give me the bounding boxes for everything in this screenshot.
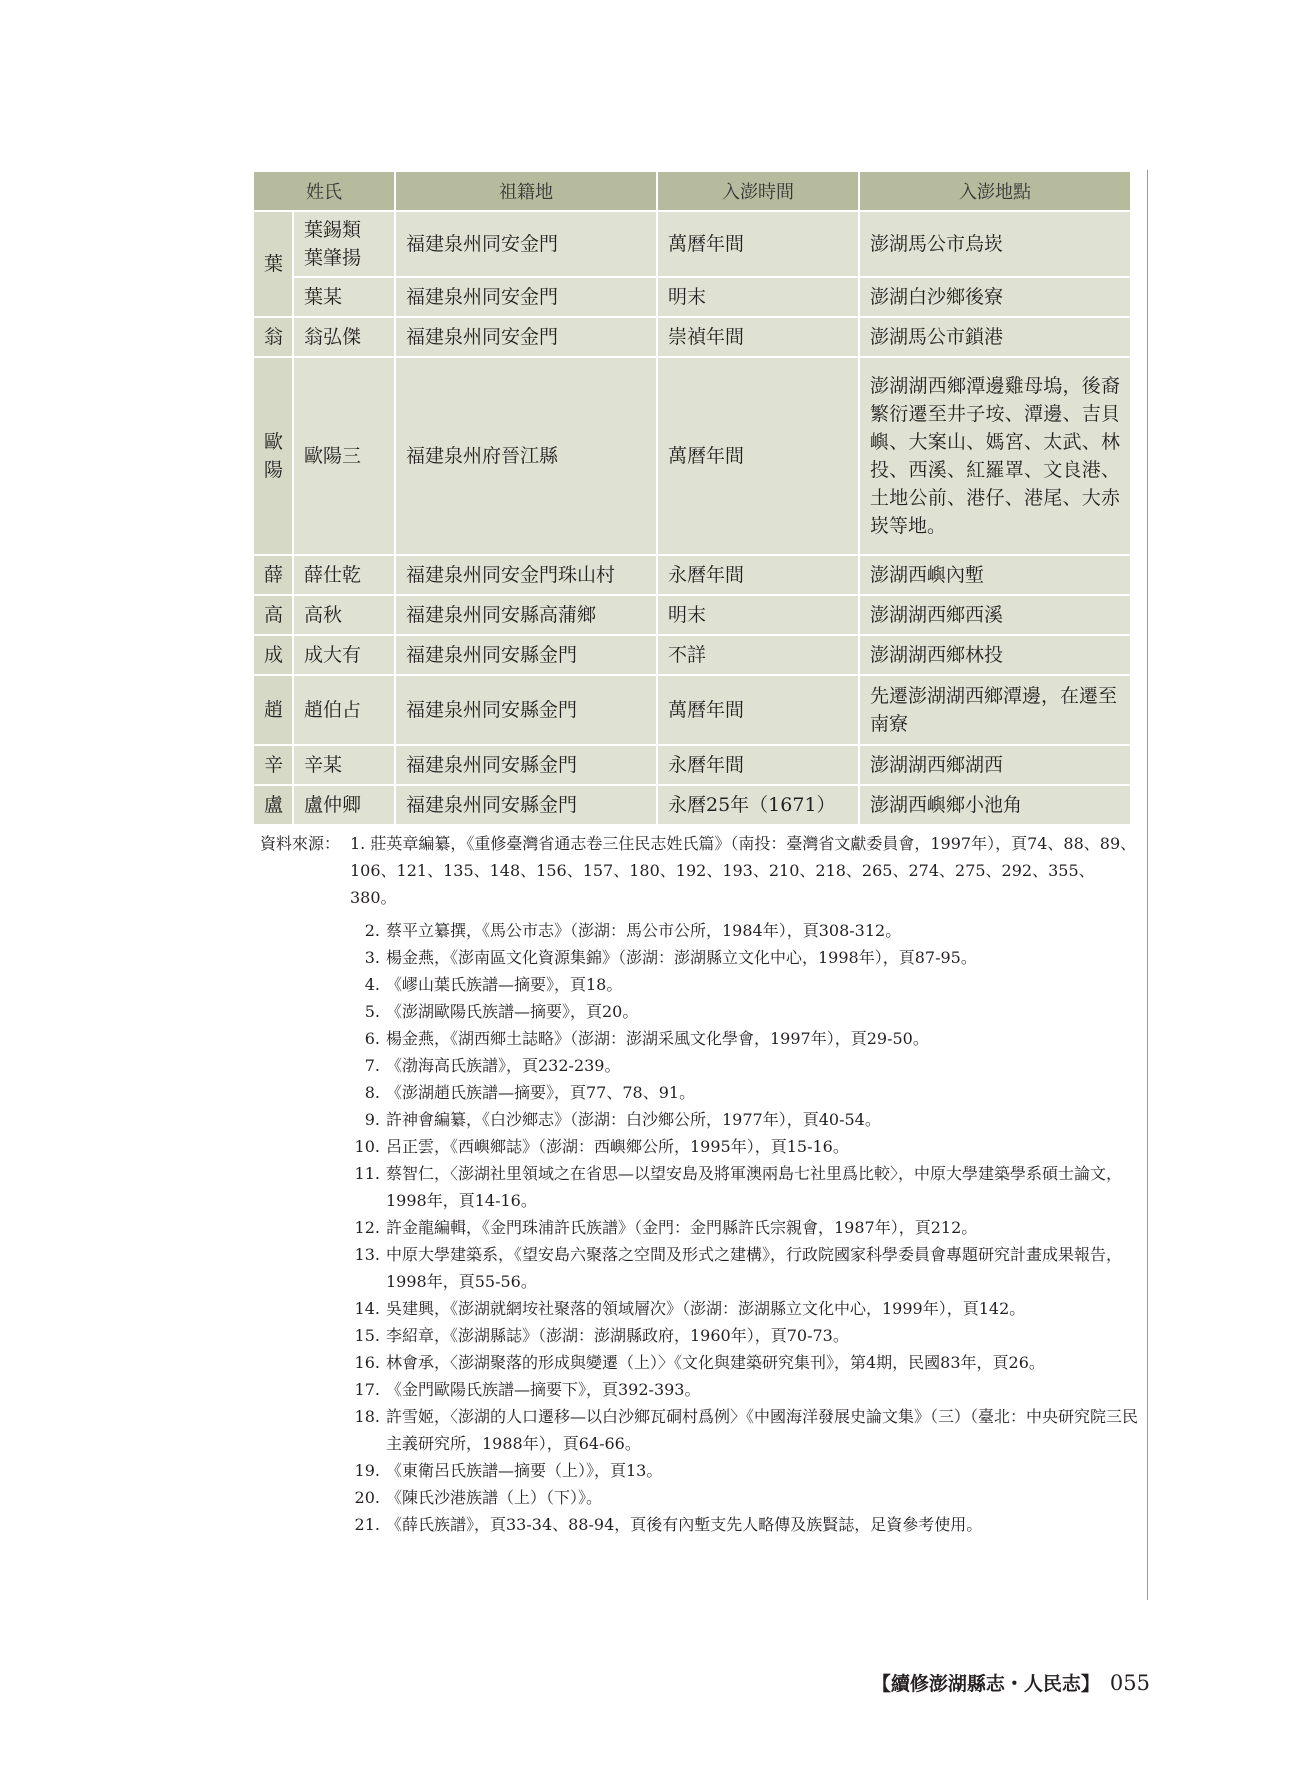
source-item xyxy=(350,1106,1140,1133)
source-text: 吳建興，《澎湖就網垵社聚落的領域層次》（澎湖：澎湖縣立文化中心，1999年），頁142。 xyxy=(386,1299,1026,1318)
source-item xyxy=(350,1079,1140,1106)
source-number: 15. xyxy=(354,1326,380,1345)
source-text: 中原大學建築系，《望安島六聚落之空間及形式之建構》，行政院國家科學委員會專題研究計畫成果報告，1998年，頁55-56。 xyxy=(386,1245,1123,1291)
person-cell: 趙伯占 xyxy=(293,675,395,745)
source-item xyxy=(350,1349,1140,1376)
origin-cell: 福建泉州同安金門珠山村 xyxy=(395,555,657,595)
page-number: 055 xyxy=(1109,1671,1150,1695)
surname-cell: 趙 xyxy=(253,675,293,745)
source-item xyxy=(350,917,1140,944)
origin-cell: 福建泉州同安縣金門 xyxy=(395,785,657,825)
source-text: 《嵺山葉氏族譜—摘要》，頁18。 xyxy=(386,975,623,994)
place-cell: 澎湖湖西鄉潭邊雞母塢，後裔繁衍遷至井子垵、潭邊、吉貝嶼、大案山、媽宮、太武、林投、西溪、紅羅罩、文良港、土地公前、港仔、港尾、大赤崁等地。 xyxy=(859,357,1131,555)
source-item xyxy=(350,1376,1140,1403)
source-number: 21. xyxy=(354,1515,380,1534)
time-cell: 明末 xyxy=(657,595,859,635)
origin-cell: 福建泉州同安縣金門 xyxy=(395,635,657,675)
source-text: 《薛氏族譜》，頁33-34、88-94，頁後有內塹支先人略傳及族賢誌，足資參考使用。 xyxy=(386,1515,983,1534)
source-item xyxy=(350,1133,1140,1160)
person-cell: 薛仕乾 xyxy=(293,555,395,595)
surname-char-2: 陽 xyxy=(264,459,284,481)
margin-rule xyxy=(1147,170,1148,1600)
sources-label: 資料來源： xyxy=(260,834,341,853)
origin-cell: 福建泉州同安金門 xyxy=(395,317,657,357)
table-header-row xyxy=(253,171,1131,211)
table-row xyxy=(253,357,1131,555)
origin-cell: 福建泉州同安縣金門 xyxy=(395,675,657,745)
sources-lead xyxy=(260,830,1140,911)
source-number: 13. xyxy=(354,1245,380,1264)
surname-cell: 薛 xyxy=(253,555,293,595)
source-text: 楊金燕，《澎南區文化資源集錦》（澎湖：澎湖縣立文化中心，1998年），頁87-95。 xyxy=(386,948,977,967)
source-text: 林會承，〈澎湖聚落的形成與變遷（上）〉《文化與建築研究集刊》，第4期，民國83年，頁26。 xyxy=(386,1353,1045,1372)
source-text: 許金龍編輯，《金門珠浦許氏族譜》（金門：金門縣許氏宗親會，1987年），頁212。 xyxy=(386,1218,978,1237)
time-cell: 萬曆年間 xyxy=(657,357,859,555)
sources-section xyxy=(260,830,1140,1538)
origin-cell: 福建泉州同安縣金門 xyxy=(395,745,657,785)
source-number: 8. xyxy=(364,1083,380,1102)
surname-cell: 盧 xyxy=(253,785,293,825)
surname-cell xyxy=(253,357,293,555)
source-number: 11. xyxy=(354,1164,380,1183)
source-item xyxy=(350,1052,1140,1079)
person-cell: 盧仲卿 xyxy=(293,785,395,825)
source-number: 12. xyxy=(354,1218,380,1237)
table-row xyxy=(253,745,1131,785)
source-text: 《渤海高氏族譜》，頁232-239。 xyxy=(386,1056,621,1075)
place-cell: 澎湖湖西鄉西溪 xyxy=(859,595,1131,635)
surname-char-1: 歐 xyxy=(264,431,284,453)
time-cell: 萬曆年間 xyxy=(657,675,859,745)
place-cell: 澎湖湖西鄉林投 xyxy=(859,635,1131,675)
source-number: 16. xyxy=(354,1353,380,1372)
source-item xyxy=(350,1403,1140,1457)
source-text: 《東衛呂氏族譜—摘要（上）》，頁13。 xyxy=(386,1461,663,1480)
time-cell: 永曆25年（1671） xyxy=(657,785,859,825)
person-cell: 辛某 xyxy=(293,745,395,785)
surname-cell: 葉 xyxy=(253,211,293,317)
header-origin: 祖籍地 xyxy=(395,171,657,211)
book-title: 【續修澎湖縣志・人民志】 xyxy=(871,1673,1100,1695)
source-text: 呂正雲，《西嶼鄉誌》（澎湖：西嶼鄉公所，1995年），頁15-16。 xyxy=(386,1137,849,1156)
source-number: 9. xyxy=(364,1110,380,1129)
place-cell: 澎湖西嶼鄉小池角 xyxy=(859,785,1131,825)
source-number: 14. xyxy=(354,1299,380,1318)
source-item xyxy=(350,1160,1140,1214)
origin-cell: 福建泉州同安金門 xyxy=(395,211,657,277)
surname-table xyxy=(252,170,1132,826)
time-cell: 明末 xyxy=(657,277,859,317)
table-row xyxy=(253,635,1131,675)
source-text: 《澎湖歐陽氏族譜—摘要》，頁20。 xyxy=(386,1002,639,1021)
surname-cell: 翁 xyxy=(253,317,293,357)
source-number: 6. xyxy=(364,1029,380,1048)
source-item xyxy=(350,1511,1140,1538)
source-text: 《陳氏沙港族譜（上）（下）》。 xyxy=(386,1488,603,1507)
time-cell: 不詳 xyxy=(657,635,859,675)
header-surname: 姓氏 xyxy=(253,171,395,211)
source-number: 17. xyxy=(354,1380,380,1399)
source-number: 3. xyxy=(364,948,380,967)
source-item xyxy=(350,971,1140,998)
source-item xyxy=(350,1025,1140,1052)
source-item xyxy=(350,944,1140,971)
source-text: 《金門歐陽氏族譜—摘要下》，頁392-393。 xyxy=(386,1380,701,1399)
source-text: 《澎湖趙氏族譜—摘要》，頁77、78、91。 xyxy=(386,1083,696,1102)
table-row xyxy=(253,555,1131,595)
page-footer xyxy=(870,1669,1150,1696)
surname-cell: 高 xyxy=(253,595,293,635)
source-number: 20. xyxy=(354,1488,380,1507)
source-item xyxy=(350,1322,1140,1349)
time-cell: 崇禎年間 xyxy=(657,317,859,357)
source-text: 蔡智仁，〈澎湖社里領域之在省思—以望安島及將軍澳兩島七社里爲比較〉，中原大學建築學系碩士論文，1998年，頁14-16。 xyxy=(386,1164,1123,1210)
place-cell: 澎湖湖西鄉湖西 xyxy=(859,745,1131,785)
table-row xyxy=(253,785,1131,825)
table-row xyxy=(253,675,1131,745)
source-number: 2. xyxy=(364,921,380,940)
source-item xyxy=(350,1241,1140,1295)
time-cell: 萬曆年間 xyxy=(657,211,859,277)
header-place: 入澎地點 xyxy=(859,171,1131,211)
source-text: 楊金燕，《湖西鄉土誌略》（澎湖：澎湖采風文化學會，1997年），頁29-50。 xyxy=(386,1029,929,1048)
person-cell: 葉錫類 葉肇揚 xyxy=(293,211,395,277)
place-cell: 澎湖西嶼內塹 xyxy=(859,555,1131,595)
source-item xyxy=(350,1295,1140,1322)
table-row xyxy=(253,317,1131,357)
source-item xyxy=(350,998,1140,1025)
place-cell: 澎湖馬公市烏崁 xyxy=(859,211,1131,277)
table-row xyxy=(253,211,1131,277)
source-text: 李紹章，《澎湖縣誌》（澎湖：澎湖縣政府，1960年），頁70-73。 xyxy=(386,1326,849,1345)
person-cell: 葉某 xyxy=(293,277,395,317)
time-cell: 永曆年間 xyxy=(657,555,859,595)
source-item xyxy=(350,1457,1140,1484)
sources-list xyxy=(260,917,1140,1538)
place-cell: 澎湖馬公市鎖港 xyxy=(859,317,1131,357)
person-cell: 歐陽三 xyxy=(293,357,395,555)
source-number: 4. xyxy=(364,975,380,994)
table-row xyxy=(253,277,1131,317)
source-text: 許神會編纂，《白沙鄉志》（澎湖：白沙鄉公所，1977年），頁40-54。 xyxy=(386,1110,881,1129)
header-time: 入澎時間 xyxy=(657,171,859,211)
time-cell: 永曆年間 xyxy=(657,745,859,785)
table-row xyxy=(253,595,1131,635)
source-number: 7. xyxy=(364,1056,380,1075)
source-item-1: 1. 莊英章編纂，《重修臺灣省通志卷三住民志姓氏篇》（南投：臺灣省文獻委員會，1997年），頁74、88、89、106、121、135、148、156、157、180、192、193、210、218、265、274、275、292、355、380。 xyxy=(350,834,1137,907)
surname-cell: 成 xyxy=(253,635,293,675)
person-cell: 翁弘傑 xyxy=(293,317,395,357)
source-text: 許雪姬，〈澎湖的人口遷移—以白沙鄉瓦硐村爲例〉《中國海洋發展史論文集》（三）（臺北：中央研究院三民主義研究所，1988年），頁64-66。 xyxy=(386,1407,1139,1453)
place-cell: 先遷澎湖湖西鄉潭邊，在遷至南寮 xyxy=(859,675,1131,745)
origin-cell: 福建泉州同安縣高蒲鄉 xyxy=(395,595,657,635)
person-cell: 成大有 xyxy=(293,635,395,675)
source-number: 10. xyxy=(354,1137,380,1156)
source-item xyxy=(350,1484,1140,1511)
person-cell: 高秋 xyxy=(293,595,395,635)
source-number: 19. xyxy=(354,1461,380,1480)
source-item xyxy=(350,1214,1140,1241)
origin-cell: 福建泉州同安金門 xyxy=(395,277,657,317)
source-text: 蔡平立纂撰，《馬公市志》（澎湖：馬公市公所，1984年），頁308-312。 xyxy=(386,921,902,940)
surname-cell: 辛 xyxy=(253,745,293,785)
origin-cell: 福建泉州府晉江縣 xyxy=(395,357,657,555)
source-number: 5. xyxy=(364,1002,380,1021)
source-number: 18. xyxy=(354,1407,380,1426)
place-cell: 澎湖白沙鄉後寮 xyxy=(859,277,1131,317)
